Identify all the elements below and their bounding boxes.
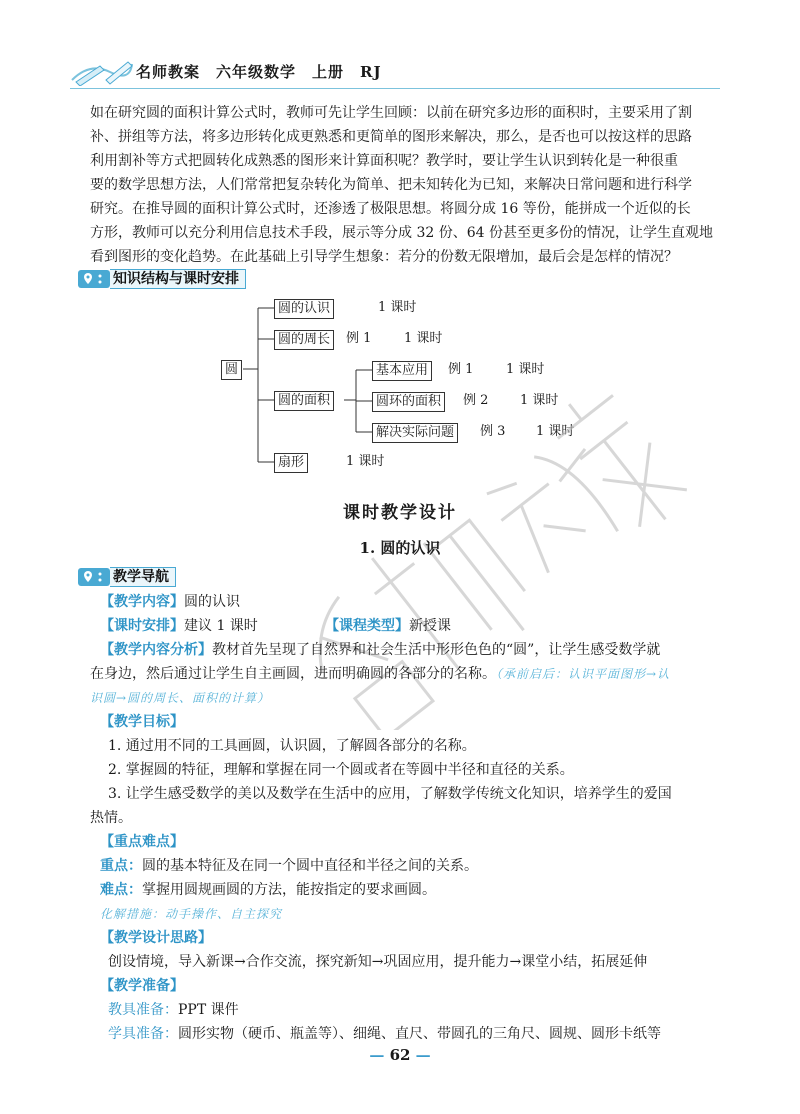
tree-hours: 1 课时 (520, 393, 559, 408)
resolve-note: 化解措施：动手操作、自主探究 (100, 907, 283, 921)
intro-line: 如在研究圆的面积计算公式时，教师可先让学生回顾：以前在研究多边形的面积时，主要采用了割 (90, 105, 692, 121)
tag-goals: 【教学目标】 (100, 714, 184, 730)
tag-content-analysis: 【教学内容分析】 (100, 642, 212, 658)
student-prep-text: 圆形实物（硬币、瓶盖等）、细绳、直尺、带圆孔的三角尺、圆规、圆形卡纸等 (178, 1026, 661, 1042)
tree-hours: 1 课时 (378, 300, 417, 315)
pin-icon (78, 567, 110, 587)
design-text: 创设情境，导入新课→合作交流，探究新知→巩固应用，提升能力→课堂小结，拓展延伸 (108, 954, 648, 970)
tree-example: 例 3 (480, 424, 506, 439)
header-title: 名师教案 六年级数学 上册 RJ (136, 63, 382, 81)
intro-line: 看到图形的变化趋势。在此基础上引导学生想象：若分的份数无限增加，最后会是怎样的情况？ (90, 249, 678, 265)
teacher-prep-text: PPT 课件 (178, 1002, 239, 1018)
section-label: 知识结构与课时安排 (110, 269, 246, 289)
key-point-row (100, 854, 478, 878)
analysis-note: 识圆→圆的周长、面积的计算） (90, 691, 271, 705)
tag-design: 【教学设计思路】 (100, 930, 212, 946)
tree-node-circumference: 圆的周长 (274, 330, 334, 350)
intro-line: 方形，教师可以充分利用信息技术手段，展示等分成 32 份、64 份甚至更多份的情况，让学生直观地 (90, 225, 713, 241)
hard-label: 难点： (100, 882, 142, 898)
analysis-line: 教材首先呈现了自然界和社会生活中形形色色的“圆”，让学生感受数学就 (212, 642, 661, 658)
goal-item: 2. 掌握圆的特征，理解和掌握在同一个圆或者在等圆中半径和直径的关系。 (108, 762, 574, 778)
analysis-note: （承前启后：认识平面图形→认 (496, 667, 671, 681)
tree-root: 圆 (221, 360, 242, 380)
intro-line: 利用割补等方式把圆转化成熟悉的图形来计算面积呢？教学时，要让学生认识到转化是一种很重 (90, 153, 678, 169)
tree-hours: 1 课时 (506, 362, 545, 377)
hard-text: 掌握用圆规画圆的方法，能按指定的要求画圆。 (142, 882, 436, 898)
teaching-content: 圆的认识 (184, 594, 240, 610)
teacher-prep-label: 教具准备： (108, 1002, 178, 1018)
page-dash: — (369, 1046, 390, 1064)
section-label: 教学导航 (110, 567, 176, 587)
tree-node-basic-application: 基本应用 (372, 361, 432, 381)
student-prep-row (108, 1022, 661, 1046)
lesson-subtitle: 1. 圆的认识 (359, 539, 441, 557)
tree-node-ring-area: 圆环的面积 (372, 392, 445, 412)
page-dash: — (410, 1046, 431, 1064)
schedule: 建议 1 课时 (184, 618, 258, 634)
tag-teaching-content: 【教学内容】 (100, 594, 184, 610)
intro-line: 补、拼组等方法，将多边形转化成更熟悉和更简单的图形来解决，那么，是否也可以按这样的思路 (90, 129, 692, 145)
goals-heading (100, 710, 184, 734)
hard-point-row (100, 878, 436, 902)
design-heading (100, 926, 212, 950)
tree-node-area: 圆的面积 (274, 391, 334, 411)
tag-preparation: 【教学准备】 (100, 978, 184, 994)
teacher-prep-row (108, 998, 239, 1022)
intro-line: 要的数学思想方法，人们常常把复杂转化为简单、把未知转化为已知，来解决日常问题和进行科学 (90, 177, 692, 193)
key-text: 圆的基本特征及在同一个圆中直径和半径之间的关系。 (142, 858, 478, 874)
tree-example: 例 1 (346, 331, 372, 346)
knowledge-tree (0, 0, 800, 480)
page-number-value: 62 (389, 1046, 411, 1064)
goal-item-continued: 热情。 (90, 810, 132, 826)
tree-node-circle-intro: 圆的认识 (274, 299, 334, 319)
key-label: 重点： (100, 858, 142, 874)
resolve-row (100, 902, 282, 926)
goal-item: 3. 让学生感受数学的美以及数学在生活中的应用，了解数学传统文化知识，培养学生的爱国 (108, 786, 672, 802)
tag-key-points: 【重点难点】 (100, 834, 184, 850)
nav-schedule-row (100, 614, 258, 638)
analysis-line: 在身边，然后通过让学生自主画圆，进而明确圆的各部分的名称。 (90, 666, 496, 682)
tree-node-sector: 扇形 (274, 453, 308, 473)
lesson-type: 新授课 (409, 618, 451, 634)
tag-lesson-type: 【课程类型】 (325, 618, 409, 634)
tree-hours: 1 课时 (404, 331, 443, 346)
tree-node-practical-problems: 解决实际问题 (372, 423, 458, 443)
key-points-heading (100, 830, 184, 854)
tree-example: 例 1 (448, 362, 474, 377)
tree-example: 例 2 (463, 393, 489, 408)
prep-heading (100, 974, 184, 998)
lesson-design-title: 课时教学设计 (343, 503, 457, 523)
nav-analysis-row-3 (90, 686, 270, 710)
tag-schedule: 【课时安排】 (100, 618, 184, 634)
nav-analysis-row-2 (90, 662, 670, 686)
student-prep-label: 学具准备： (108, 1026, 178, 1042)
tree-hours: 1 课时 (536, 424, 575, 439)
nav-content-row (100, 590, 240, 614)
page-number (0, 1046, 800, 1064)
tree-hours: 1 课时 (346, 454, 385, 469)
section-badge-navigation (78, 567, 176, 587)
nav-type-row (325, 614, 451, 638)
nav-analysis-row (100, 638, 660, 662)
intro-line: 研究。在推导圆的面积计算公式时，还渗透了极限思想。将圆分成 16 等份，能拼成一个近似的长 (90, 201, 691, 217)
goal-item: 1. 通过用不同的工具画圆，认识圆，了解圆各部分的名称。 (108, 738, 476, 754)
